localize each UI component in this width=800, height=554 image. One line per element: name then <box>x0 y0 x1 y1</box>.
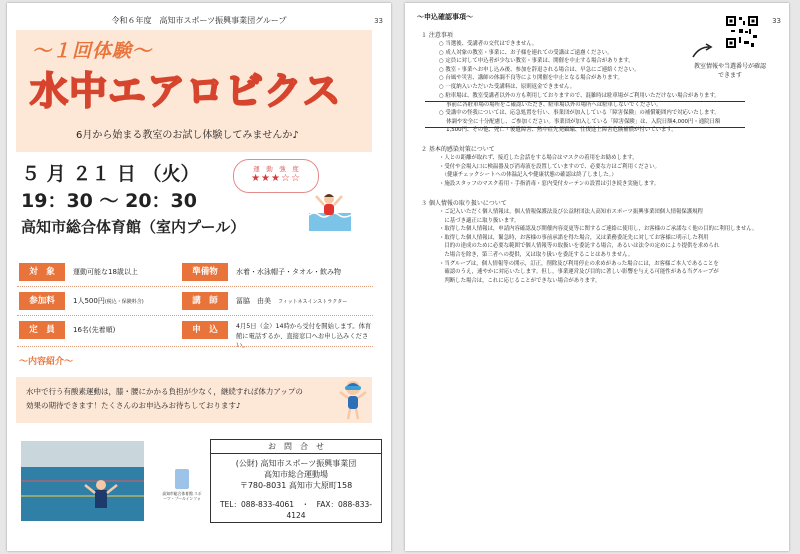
list-item: ・取得した個人情報は，申請内容確認及び開催内容変更等に関するご連絡に使用し，お客様のご承諾なく他の目的に利用しません。 <box>439 226 758 233</box>
page-number: 33 <box>772 17 781 25</box>
contact-address: 〒780-8031 高知市大原町158 <box>239 481 353 490</box>
section-notes <box>421 31 691 92</box>
section-title: ３ 個人情報の取り扱いについて <box>421 200 507 207</box>
divider <box>17 346 373 347</box>
list-item: ○ 成人対象の教室・事業に、お子様を連れての受講はご遠慮ください。 <box>439 49 613 56</box>
instructor-value <box>236 296 347 307</box>
fee-value <box>73 296 144 307</box>
underline <box>425 101 745 102</box>
list-item: 目的の達成のために必要な範囲で個人情報等の取扱いを委託する場合，あるいは法令の定めにより提供を求められ <box>439 243 720 250</box>
arrow-icon <box>691 43 713 59</box>
list-item: ・施設スタッフのマスク着用・手指消毒・窓内受付カーテンの設置は引き続き実施します。 <box>439 180 660 187</box>
capacity-label: 定 員 <box>19 321 65 339</box>
instructor-note: フィットネスインストラクター <box>278 299 348 305</box>
page-number: 33 <box>374 17 383 25</box>
fee-note: (税込・保険料含) <box>104 299 144 305</box>
list-item: ○ 定員に対して申込者が少ない教室・事業は、開催を中止する場合があります。 <box>439 58 634 65</box>
contact-facility: 高知市総合運動場 <box>264 470 328 479</box>
instructor-name: 冨脇 由美 <box>236 297 271 305</box>
section-title: ２ 基本的感染対策について <box>421 146 495 153</box>
apply-label: 申 込 <box>182 321 228 339</box>
list-item: ○ 受講中の怪我については、応急処置を行い、事業団が加入している「障害保険」の補償範囲内で対応いたします。 <box>439 110 720 117</box>
list-item: ○ 教室・事業へお申し込み後、参加を辞退される場合は、早急にご連絡ください。 <box>439 66 640 73</box>
list-item: に基づき適正に取り扱います。 <box>439 217 520 224</box>
terms-heading: ～申込確認事項～ <box>417 13 473 21</box>
target-label: 対 象 <box>19 263 65 281</box>
flyer-page <box>7 3 391 551</box>
list-item: ○ 当選後、受講者の交代はできません。 <box>439 41 538 47</box>
contact-heading: お 問 合 せ <box>211 440 381 454</box>
list-item: ・受付や会場入口に検温器及び消毒液を設置していますので、必要な方はご利用ください。 <box>439 163 660 170</box>
event-date: ５ 月 ２１ 日 （火） <box>21 163 200 185</box>
target-value: 運動可能な18歳以上 <box>73 268 138 276</box>
pool-photo <box>21 441 144 521</box>
list-item: ・人との距離が取れず、接近した会話をする場合はマスクの着用をお勧めします。 <box>439 155 638 161</box>
intensity-label: 運 動 強 度 <box>253 165 299 173</box>
instructor-label: 講 師 <box>182 292 228 310</box>
logo-mark-icon <box>175 469 189 489</box>
list-item: 確認のうえ，速やかに対応いたします。但し，事業運営及び目的に著しい影響を与える可能性がある当グループが <box>439 269 719 276</box>
list-item: 体調や安全に十分配慮し、ご参加ください。事業団が加入している「障害保険」は、入院日額4,000円・通院日額 <box>439 118 721 125</box>
capacity-value: 16名(先着順) <box>73 326 116 334</box>
list-item: 1,500円、その他、死亡・後遺障害、熱中症先発顕編、往復途上障害危険補償が付いています。 <box>439 127 677 134</box>
event-subtitle: ～１回体験～ <box>32 40 153 62</box>
items-value: 水着・水泳帽子・タオル・飲み物 <box>236 268 341 276</box>
section-notes-cont <box>421 92 776 135</box>
list-item: ・当グループは，個人情報等の開示，訂正，削除及び利用停止の求めがあった場合には，お客様ご本人であることを <box>439 260 719 267</box>
underline <box>425 127 745 128</box>
logo-text: 高知市総合体育館 スポーツ・プールインフォ <box>162 491 202 501</box>
apply-value: 4月5日（金）14時から受付を開始します。体育館に電話するか、直接窓口へお申し込みください。 <box>236 323 372 349</box>
intro-heading: ～内容紹介～ <box>19 357 74 367</box>
terms-page <box>405 3 789 551</box>
list-item: （健康チェックシートへの体温記入や健康状態の確認は終了しました。） <box>439 172 617 179</box>
divider <box>17 286 373 287</box>
event-venue: 高知市総合体育館（室内プール） <box>21 218 246 236</box>
intensity-stars: ★★★☆☆ <box>251 173 301 184</box>
lead-text: 6月から始まる教室のお試し体験してみませんか♪ <box>76 130 299 141</box>
list-item: ○ 駐車場は、教室受講者以外の方も利用しておりますので、混雑時は駐車場がご利用いただけない場合があります。 <box>439 93 720 99</box>
contact-org: (公財) 高知市スポーツ振興事業団 <box>235 459 357 468</box>
title-banner <box>16 30 372 152</box>
list-item: ・取得した個人情報は，緊急時，お客様の事前承諾を得た場合，又は業務委託先に対してお客様に明示した利用 <box>439 234 709 241</box>
intro-text: 水中で行う有酸素運動は，膝・腰にかかる負担が少なく，継続すれば体力アップの効果の期待できます！たくさんのお申込みお待ちしております♪ <box>26 387 303 410</box>
page-header: 令和６年度 高知市スポーツ振興事業団グループ <box>111 16 287 25</box>
list-item: ○ 台風や災害、講師の体調不良等により開催を中止となる場合があります。 <box>439 75 623 82</box>
section-privacy <box>421 199 776 285</box>
fee-amount: 1人500円 <box>73 297 105 305</box>
intensity-badge <box>233 159 319 193</box>
swimmer-illustration <box>309 191 351 231</box>
list-item: 判断した場合は，これに応じることができない場合があります。 <box>439 277 601 284</box>
section-title: １ 注意事項 <box>421 32 453 39</box>
intro-box <box>16 377 372 423</box>
qr-caption: 教室情報や当選番号が確認できます <box>693 63 766 79</box>
contact-box <box>210 439 382 523</box>
swimmer-kid-illustration <box>338 379 368 421</box>
section-infection <box>421 145 776 188</box>
list-item: 事前に各駐車場の場所をご確認いただき、駐車場以外の場所へは駐車しないでください。 <box>439 101 662 108</box>
divider <box>17 315 373 316</box>
fee-label: 参加料 <box>19 292 65 310</box>
event-title: 水中エアロビクス <box>30 69 342 113</box>
items-label: 準備物 <box>182 263 228 281</box>
contact-phone: TEL：088-833-4061 ・ FAX：088-833-4124 <box>219 500 373 520</box>
list-item: ・ご記入いただく個人情報は，個人情報保護法及び公益財団法人高知市スポーツ振興事業団個人情報保護規程 <box>439 209 703 215</box>
gym-logo <box>161 469 203 501</box>
pool-scene <box>21 441 144 521</box>
qr-code-icon[interactable] <box>725 15 759 49</box>
list-item: ○ 一度納入いただいた受講料は、原則返金できません。 <box>439 83 576 90</box>
list-item: た場合を除き，第三者への提供，又は取り扱いを委託することはありません。 <box>439 251 634 258</box>
event-time: 19：30 ～ 20：30 <box>21 190 197 212</box>
